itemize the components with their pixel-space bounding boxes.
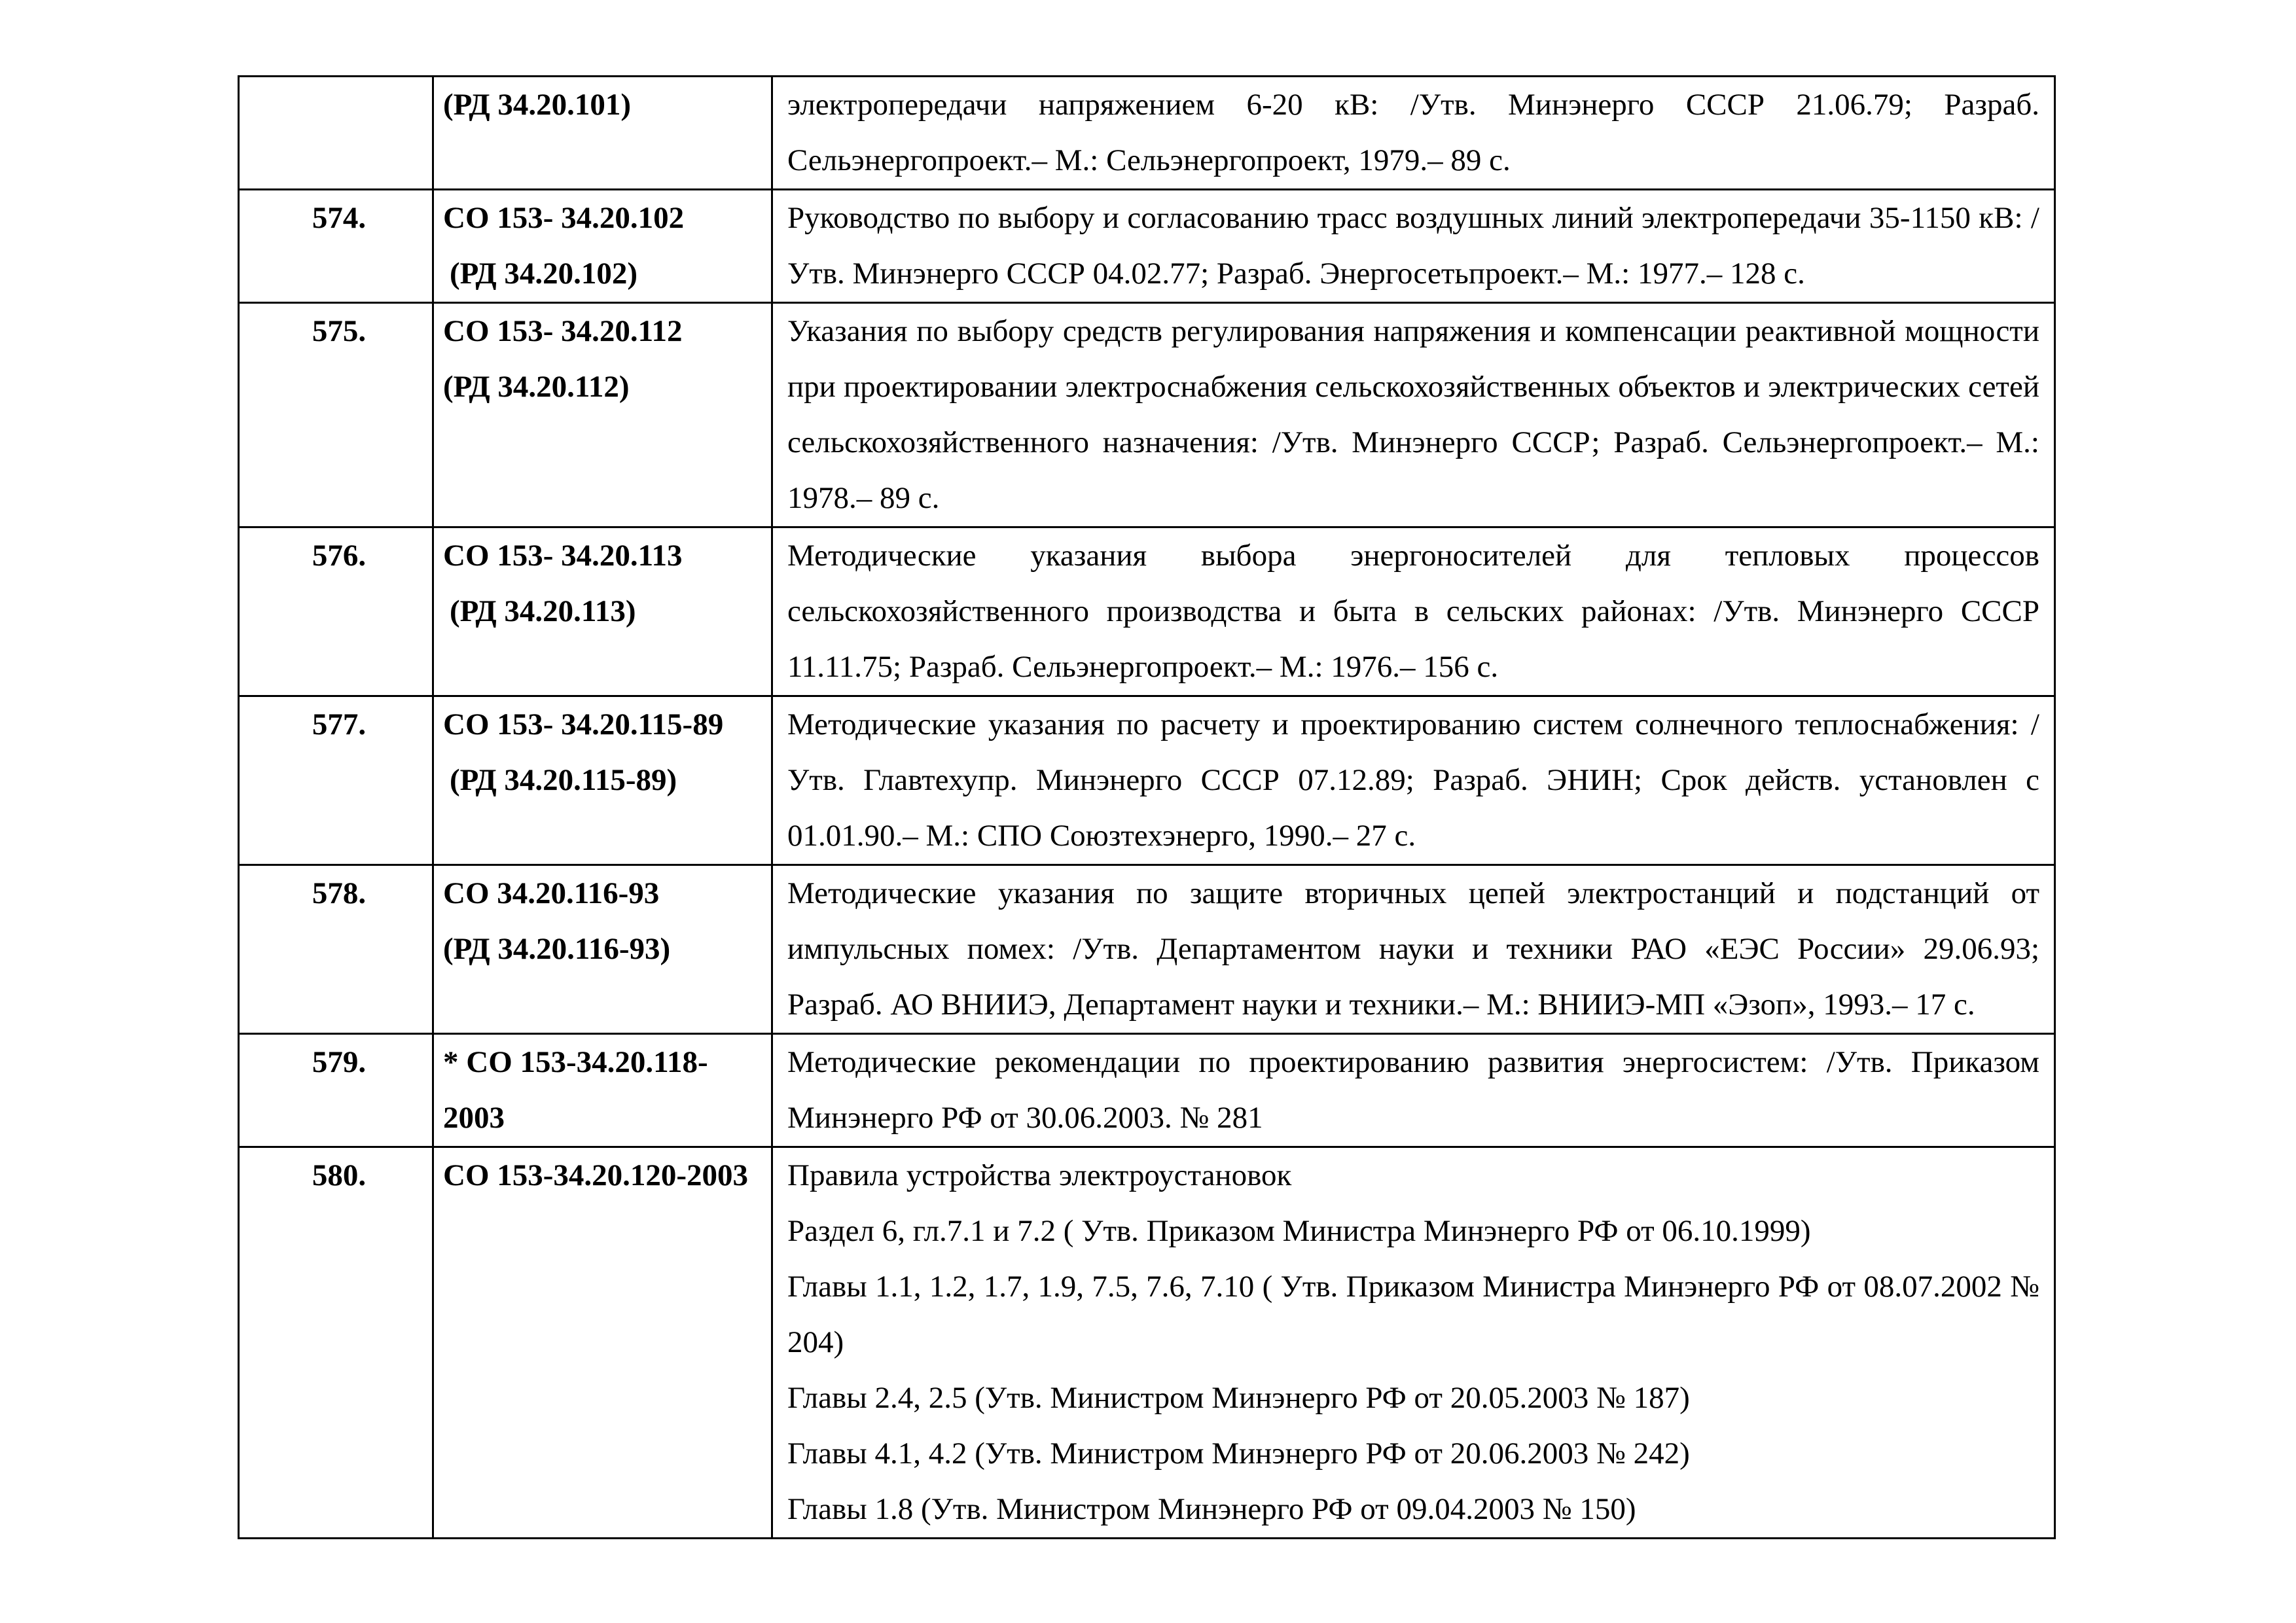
description-line: Главы 1.1, 1.2, 1.7, 1.9, 7.5, 7.6, 7.10 ( Утв. Приказом Министра Минэнерго РФ от 08.07.2002 № 204) [787,1270,2039,1359]
row-number: 577. [239,696,433,865]
description-line: Главы 4.1, 4.2 (Утв. Министром Минэнерго РФ от 20.06.2003 № 242) [787,1436,1690,1471]
code-line: СО 153-34.20.120-2003 [443,1158,749,1192]
document-description: Методические указания выбора энергоносителей для тепловых процессов сельскохозяйственного производства и быта в сельских районах: /Утв. Минэнерго СССР 11.11.75; Разраб. Сельэнергопроект.– М.: 1976.– 156 с. [772,527,2055,696]
description-line: Главы 2.4, 2.5 (Утв. Министром Минэнерго РФ от 20.05.2003 № 187) [787,1381,1690,1415]
table-row [239,696,2055,865]
row-number: 579. [239,1034,433,1147]
document-description: Указания по выбору средств регулирования напряжения и компенсации реактивной мощности при проектировании электроснабжения сельскохозяйственных объектов и электрических сетей сельскохозяйственного назначения: /Утв. Минэнерго СССР; Разраб. Сельэнергопроект.– М.: 1978.– 89 с. [772,303,2055,527]
code-line: СО 153- 34.20.112 [443,314,683,348]
document-code [433,696,772,865]
table-row [239,1034,2055,1147]
document-code [433,303,772,527]
standards-table [238,75,2056,1539]
code-line: СО 153- 34.20.115-89 [443,707,724,741]
code-line: (РД 34.20.112) [443,370,630,404]
code-line: (РД 34.20.113) [450,594,636,628]
table-row [239,303,2055,527]
document-code [433,1147,772,1539]
code-line: * СО 153-34.20.118- [443,1045,708,1079]
document-description [772,1147,2055,1539]
code-line: СО 153- 34.20.113 [443,539,683,573]
code-line: СО 153- 34.20.102 [443,201,685,235]
table-row [239,190,2055,303]
row-number: 576. [239,527,433,696]
document-code [433,527,772,696]
document-description: Методические указания по расчету и проектированию систем солнечного теплоснабжения: /Утв. Главтехупр. Минэнерго СССР 07.12.89; Разраб. ЭНИН; Срок действ. установлен с 01.01.90.– М.: СПО Союзтехэнерго, 1990.– 27 с. [772,696,2055,865]
code-line: СО 34.20.116-93 [443,876,660,910]
row-number: 578. [239,865,433,1034]
document-description: Руководство по выбору и согласованию трасс воздушных линий электропередачи 35-1150 кВ: /Утв. Минэнерго СССР 04.02.77; Разраб. Энергосетьпроект.– М.: 1977.– 128 с. [772,190,2055,303]
row-number: 580. [239,1147,433,1539]
document-description: электропередачи напряжением 6-20 кВ: /Утв. Минэнерго СССР 21.06.79; Разраб. Сельэнергопроект.– М.: Сельэнергопроект, 1979.– 89 с. [772,77,2055,190]
document-code [433,77,772,190]
table-row [239,527,2055,696]
row-number [239,77,433,190]
table-row [239,1147,2055,1539]
document-description: Методические рекомендации по проектированию развития энергосистем: /Утв. Приказом Минэнерго РФ от 30.06.2003. № 281 [772,1034,2055,1147]
document-description: Методические указания по защите вторичных цепей электростанций и подстанций от импульсных помех: /Утв. Департаментом науки и техники РАО «ЕЭС России» 29.06.93; Разраб. АО ВНИИЭ, Департамент науки и техники.– М.: ВНИИЭ-МП «Эзоп», 1993.– 17 с. [772,865,2055,1034]
table-row [239,77,2055,190]
document-code [433,1034,772,1147]
code-line: 2003 [443,1101,505,1135]
row-number: 574. [239,190,433,303]
code-line: (РД 34.20.101) [443,88,632,122]
table-row [239,865,2055,1034]
document-code [433,190,772,303]
document-code [433,865,772,1034]
code-line: (РД 34.20.102) [450,257,638,291]
description-line: Правила устройства электроустановок [787,1158,1292,1192]
description-line: Главы 1.8 (Утв. Министром Минэнерго РФ от 09.04.2003 № 150) [787,1492,1636,1526]
description-line: Раздел 6, гл.7.1 и 7.2 ( Утв. Приказом Министра Минэнерго РФ от 06.10.1999) [787,1214,1811,1248]
code-line: (РД 34.20.115-89) [450,763,677,797]
row-number: 575. [239,303,433,527]
code-line: (РД 34.20.116-93) [443,932,671,966]
